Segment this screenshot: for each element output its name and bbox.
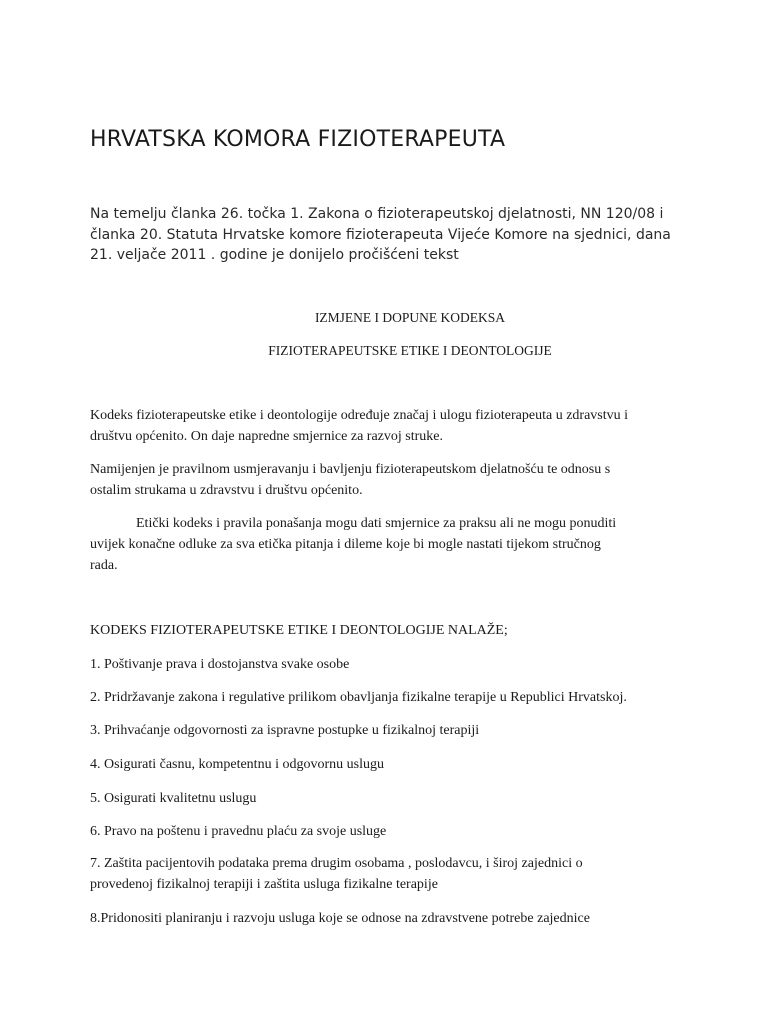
paragraph-line: rada. (90, 558, 118, 573)
title-line-2: FIZIOTERAPEUTSKE ETIKE I DEONTOLOGIJE (268, 343, 552, 358)
list-item (90, 788, 256, 809)
paragraph-ethics-code (90, 513, 710, 576)
list-item (90, 853, 583, 895)
list-item (90, 908, 590, 929)
list-item-line: 6. Pravo na poštenu i pravednu plaću za svoje usluge (90, 824, 387, 839)
document-heading: HRVATSKA KOMORA FIZIOTERAPEUTA (90, 127, 506, 152)
list-item-line: provedenoj fizikalnoj terapiji i zaštita usluga fizikalne terapije (90, 877, 438, 892)
intro-line: Na temelju članka 26. točka 1. Zakona o fizioterapeutskoj djelatnosti, NN 120/08 i (90, 206, 664, 222)
list-item (90, 720, 479, 741)
list-item (90, 687, 627, 708)
list-item-line: 3. Prihvaćanje odgovornosti za ispravne postupke u fizikalnoj terapiji (90, 723, 480, 738)
intro-line: 21. veljače 2011 . godine je donijelo pročišćeni tekst (90, 247, 459, 263)
paragraph-line: Kodeks fizioterapeutske etike i deontologije određuje značaj i ulogu fizioterapeuta u zdravstvu i (90, 408, 629, 423)
intro-paragraph (90, 204, 690, 266)
list-item-line: 5. Osigurati kvalitetnu uslugu (90, 791, 257, 806)
list-item (90, 821, 386, 842)
list-item (90, 754, 384, 775)
paragraph-line: ostalim strukama u zdravstvu i društvu općenito. (90, 483, 363, 498)
list-item-line: 2. Pridržavanje zakona i regulative prilikom obavljanja fizikalne terapije u Republici Hrvatskoj. (90, 690, 627, 705)
list-item-line: 1. Poštivanje prava i dostojanstva svake osobe (90, 657, 350, 672)
title-line-1: IZMJENE I DOPUNE KODEKSA (314, 310, 506, 325)
paragraph-line: uvijek konačne odluke za sva etička pitanja i dileme koje bi mogle nastati tijekom stručnog (90, 537, 601, 552)
list-heading (90, 620, 508, 641)
list-item-line: 8.Pridonositi planiranju i razvoju usluga koje se odnose na zdravstvene potrebe zajednice (90, 911, 590, 926)
paragraph-intended (90, 459, 710, 501)
paragraph-purpose (90, 405, 710, 447)
paragraph-line: Namijenjen je pravilnom usmjeravanju i bavljenju fizioterapeutskom djelatnošću te odnosu s (90, 462, 611, 477)
intro-line: članka 20. Statuta Hrvatske komore fizioterapeuta Vijeće Komore na sjednici, dana (90, 226, 671, 243)
list-item-line: 7. Zaštita pacijentovih podataka prema drugim osobama , poslodavcu, i širој zajednici o (90, 856, 583, 871)
list-item-line: 4. Osigurati časnu, kompetentnu i odgovornu uslugu (90, 757, 384, 772)
paragraph-line: društvu općenito. On daje napredne smjernice za razvoj struke. (90, 429, 443, 444)
paragraph-line: Etički kodeks i pravila ponašanja mogu dati smjernice za praksu ali ne mogu ponuditi (136, 516, 617, 531)
list-heading-text: KODEKS FIZIOTERAPEUTSKE ETIKE I DEONTOLOGIJE NALAŽE; (90, 623, 508, 638)
list-item (90, 654, 349, 675)
